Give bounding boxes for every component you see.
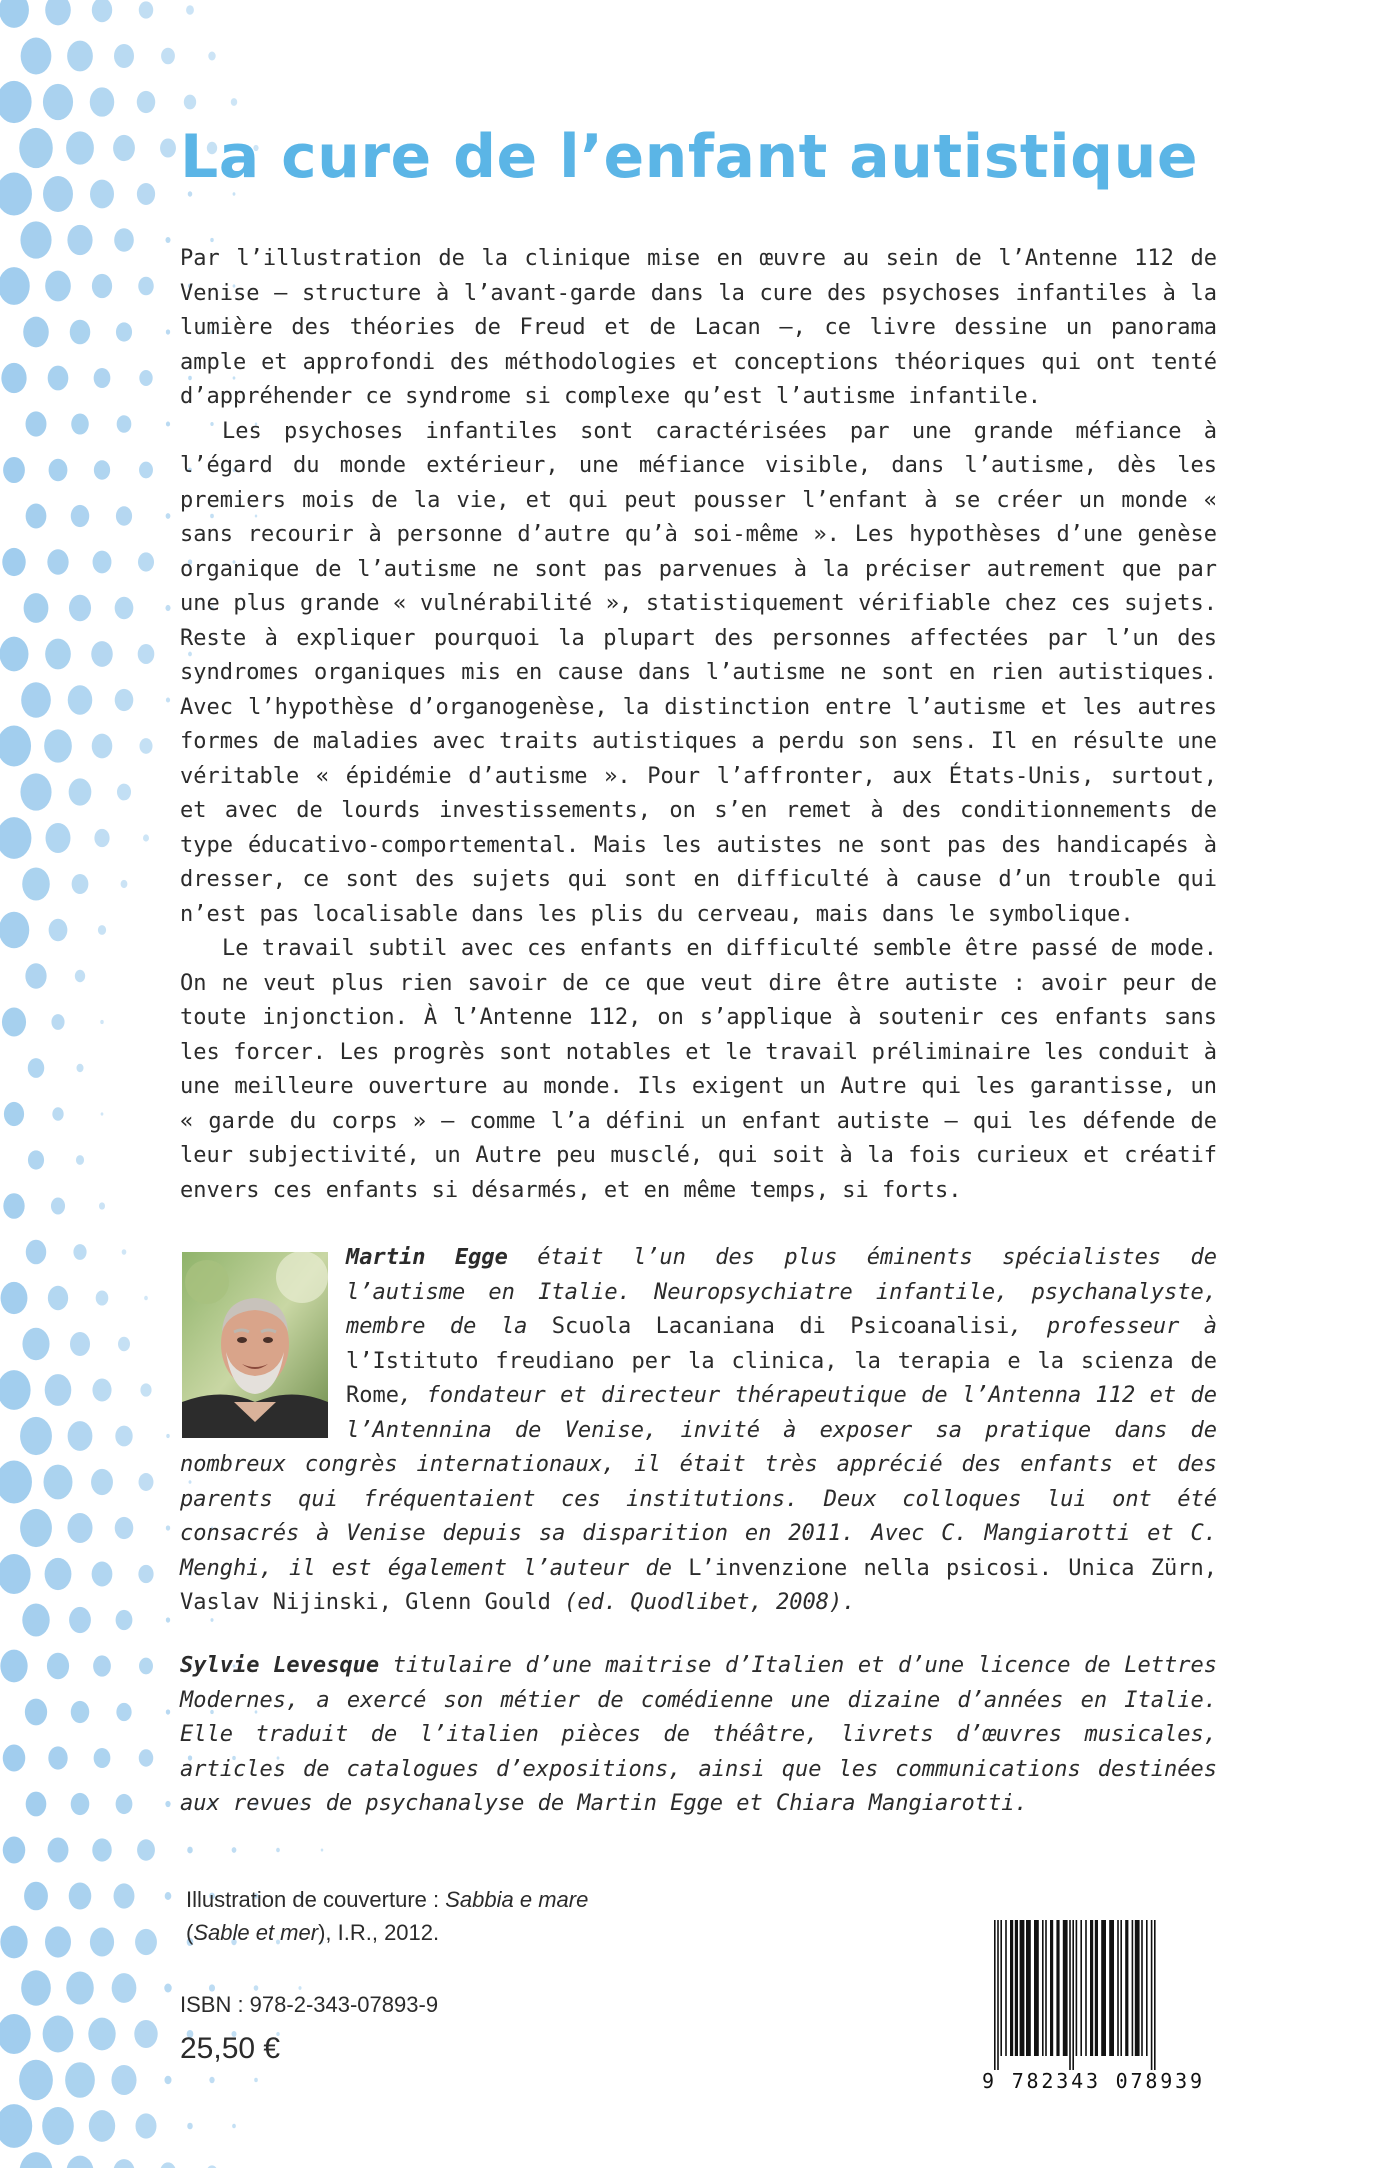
background-dot xyxy=(233,192,236,195)
barcode-bar xyxy=(1146,1920,1148,2056)
background-dot xyxy=(21,1970,51,2006)
background-dot xyxy=(66,2156,93,2168)
background-dot xyxy=(3,1744,26,1771)
author-bio-egge xyxy=(180,1241,1217,1621)
background-dot xyxy=(116,322,132,341)
isbn: ISBN : 978-2-343-07893-9 xyxy=(180,1992,439,2017)
barcode-bars xyxy=(978,1918,1208,2094)
background-dot xyxy=(166,697,170,702)
barcode-bar xyxy=(1063,1920,1068,2056)
background-dot xyxy=(116,1794,133,1814)
barcode-bar xyxy=(1072,1920,1074,2070)
background-dot xyxy=(92,274,112,298)
barcode-bar xyxy=(1026,1920,1031,2056)
background-dot xyxy=(114,44,134,68)
summary-paragraph-1: Par l’illustration de la clinique mise en œuvre au sein de l’Antenne 112 de Venise – structure à l’avant-garde dans la cure des psychoses infantiles à la lumière des théories de Freud et de Lacan –, ce livre dessine un panorama ample et approfondi des méthodologies et conceptions théoriques qui ont tenté d’appréhender ce syndrome si complexe qu’est l’autisme infantile. xyxy=(180,246,1217,409)
background-dot xyxy=(20,1417,52,1455)
background-dot xyxy=(115,597,134,619)
background-dot xyxy=(21,682,51,718)
background-dot xyxy=(88,2018,115,2051)
background-dot xyxy=(24,593,49,623)
background-dot xyxy=(69,595,91,621)
background-dot xyxy=(115,1426,132,1447)
background-dot xyxy=(48,1837,69,1862)
background-dot xyxy=(92,1562,113,1587)
background-dot xyxy=(43,84,73,120)
background-dot xyxy=(166,1434,169,1438)
background-dot xyxy=(99,1202,105,1209)
background-dot xyxy=(161,48,175,65)
background-dot xyxy=(69,1607,91,1633)
barcode-bar xyxy=(1120,1920,1122,2056)
background-dot xyxy=(25,963,46,989)
background-dot xyxy=(20,773,51,810)
background-dot xyxy=(1,1282,28,1314)
background-dot xyxy=(166,1617,170,1622)
background-dot xyxy=(45,1558,72,1590)
background-dot xyxy=(89,2110,115,2142)
background-dot xyxy=(52,1107,63,1121)
barcode-bar xyxy=(1154,1920,1156,2070)
author-name-egge: Martin Egge xyxy=(346,1245,508,1270)
background-dot xyxy=(44,729,72,762)
background-dot xyxy=(21,38,52,75)
background-dot xyxy=(26,1792,47,1817)
background-dot xyxy=(139,370,152,386)
background-dot xyxy=(0,1460,32,1503)
background-dot xyxy=(164,1984,171,1993)
background-dot xyxy=(116,1703,131,1721)
background-dot xyxy=(98,925,106,935)
bio-egge-text-1: était l’un des plus éminents spécialistes de l’autisme en Italie. Neuropsychiatre infantile, psychanalyste, membre de la xyxy=(346,1245,1217,1339)
background-dot xyxy=(19,2152,52,2168)
background-dot xyxy=(232,1847,237,1853)
barcode-bar xyxy=(1151,1920,1153,2070)
background-dot xyxy=(138,1565,153,1583)
barcode-bar xyxy=(1034,1920,1039,2056)
background-dot xyxy=(92,1838,111,1861)
background-dot xyxy=(3,1193,24,1219)
background-dot xyxy=(138,277,153,296)
background-dot xyxy=(139,1473,154,1491)
background-dot xyxy=(115,1517,134,1539)
barcode-bar xyxy=(1050,1920,1053,2056)
background-dot xyxy=(186,5,194,14)
background-dot xyxy=(0,1926,27,1959)
background-dot xyxy=(1,363,26,393)
background-dot xyxy=(25,1699,47,1726)
book-title: La cure de l’enfant autistique xyxy=(180,122,1199,192)
barcode-bar xyxy=(1135,1920,1140,2056)
background-dot xyxy=(298,1986,301,1990)
background-dot xyxy=(71,505,89,527)
barcode-bar xyxy=(1069,1920,1071,2070)
background-dot xyxy=(0,637,28,672)
background-dot xyxy=(3,457,25,483)
bio-egge-text-2: Scuola Lacaniana di Psicoanalisi xyxy=(551,1314,1010,1339)
background-dot xyxy=(92,1379,111,1402)
background-dot xyxy=(136,2113,157,2138)
background-dot xyxy=(46,823,71,853)
background-dot xyxy=(0,1650,27,1683)
background-dot xyxy=(3,1837,25,1864)
background-dot xyxy=(94,460,110,480)
background-dot xyxy=(188,191,193,196)
background-dot xyxy=(73,1244,86,1260)
barcode-bar xyxy=(1015,1920,1018,2056)
background-dot xyxy=(51,1014,64,1030)
background-dot xyxy=(45,0,71,25)
background-dot xyxy=(26,504,47,529)
background-dot xyxy=(143,834,149,841)
background-dot xyxy=(209,2077,214,2083)
translator-bio-levesque xyxy=(180,1649,1217,1822)
background-dot xyxy=(232,2124,236,2129)
background-dot xyxy=(254,1985,259,1991)
background-dot xyxy=(187,2123,193,2130)
background-dot xyxy=(65,2062,95,2098)
barcode-bar xyxy=(1005,1920,1007,2056)
background-dot xyxy=(70,320,90,345)
background-dot xyxy=(135,1929,157,1955)
background-dot xyxy=(45,639,71,670)
background-dot xyxy=(45,1926,71,1957)
barcode-digits: 9 782343 078939 xyxy=(982,2069,1202,2093)
background-dot xyxy=(71,1793,90,1815)
background-dot xyxy=(165,1892,172,1900)
background-dot xyxy=(66,131,94,164)
background-dot xyxy=(0,912,29,949)
background-dot xyxy=(66,1971,94,2004)
background-dot xyxy=(113,135,135,161)
background-dot xyxy=(0,81,32,123)
background-dot xyxy=(165,1801,170,1807)
background-dot xyxy=(137,91,155,113)
background-dot xyxy=(72,874,89,894)
background-dot xyxy=(0,1370,31,1410)
bio-egge-text-4: l’Istituto freudiano per la clinica, la terapia e la scienza de Rome xyxy=(346,1348,1217,1408)
background-dot xyxy=(47,549,68,575)
background-dot xyxy=(76,1064,83,1072)
background-dot xyxy=(67,225,92,255)
barcode-bar xyxy=(1141,1920,1143,2056)
background-dot xyxy=(94,1748,111,1768)
background-dot xyxy=(0,0,29,28)
background-dot xyxy=(69,778,92,805)
background-dot xyxy=(139,738,152,754)
background-dot xyxy=(70,1332,90,1356)
background-dot xyxy=(47,1653,69,1680)
credit-paren-open: ( xyxy=(186,1920,194,1945)
background-dot xyxy=(100,1020,103,1024)
barcode-bar xyxy=(1080,1920,1082,2056)
background-dot xyxy=(0,172,32,215)
background-dot xyxy=(20,221,51,258)
background-dot xyxy=(114,228,134,252)
background-dot xyxy=(28,1150,44,1169)
background-dot xyxy=(166,329,170,334)
background-dot xyxy=(48,1746,67,1769)
background-dot xyxy=(139,1749,154,1766)
barcode-bar xyxy=(1020,1920,1025,2056)
background-dot xyxy=(49,919,68,941)
background-dot xyxy=(0,2104,32,2148)
background-dot xyxy=(19,2060,53,2101)
barcode-bar xyxy=(994,1920,996,2070)
background-dot xyxy=(114,1883,135,1908)
background-dot xyxy=(134,2020,157,2048)
background-dot xyxy=(165,605,170,611)
background-dot xyxy=(138,552,154,571)
background-dot xyxy=(139,1658,153,1675)
barcode-bar xyxy=(1109,1920,1114,2056)
background-dot xyxy=(23,317,49,348)
barcode-bar xyxy=(1125,1920,1128,2056)
background-dot xyxy=(137,1839,155,1860)
background-dot xyxy=(116,1610,133,1630)
background-dot xyxy=(28,1058,44,1078)
background-dot xyxy=(276,1848,280,1852)
summary-paragraph-3: Le travail subtil avec ces enfants en difficulté semble être passé de mode. On ne veut plus rien savoir de ce que veut dire être autiste : avoir peur de toute injonction. À l’Antenne 112, on s’applique à soutenir ces enfants sans les forcer. Les progrès sont notables et le travail préliminaire les conduit à une meilleure ouverture au monde. Ils exigent un Autre qui les garantisse, un « garde du corps » – comme l’a défini un enfant autiste – qui les défende de leur subjectivité, un Autre peu musclé, qui soit à la fois curieux et créatif envers ces enfants si désarmés, et en même temps, si forts. xyxy=(180,936,1217,1203)
background-dot xyxy=(94,829,109,847)
background-dot xyxy=(122,1249,127,1255)
background-dot xyxy=(69,1882,92,1909)
background-dot xyxy=(48,366,69,391)
background-dot xyxy=(321,1848,324,1851)
background-dot xyxy=(90,87,114,116)
background-dot xyxy=(43,2016,74,2053)
background-dot xyxy=(144,1296,148,1301)
background-dot xyxy=(92,734,113,759)
background-dot xyxy=(138,644,155,664)
background-dot xyxy=(44,1465,73,1500)
background-dot xyxy=(75,970,85,982)
background-dot xyxy=(116,506,132,525)
barcode-bar xyxy=(1056,1920,1059,2056)
background-dot xyxy=(117,415,132,433)
barcode-bar xyxy=(997,1920,999,2070)
background-dot xyxy=(76,1155,84,1165)
background-dot xyxy=(0,817,31,859)
background-dot xyxy=(101,1112,104,1115)
credit-work-title: Sabbia e mare xyxy=(445,1887,589,1912)
barcode-bar xyxy=(1085,1920,1087,2056)
bio-egge-book-title: L’invenzione nella psicosi. Unica Zürn, Vaslav Nijinski, Glenn Gould xyxy=(180,1555,1218,1615)
background-dot xyxy=(0,2014,31,2054)
background-dot xyxy=(139,462,153,479)
barcode-bar xyxy=(1117,1920,1119,2056)
background-dot xyxy=(91,1469,113,1495)
background-dot xyxy=(208,52,215,61)
barcode-bar xyxy=(1095,1920,1098,2056)
background-dot xyxy=(42,2107,74,2145)
background-dot xyxy=(254,2078,258,2082)
background-dot xyxy=(140,1383,151,1396)
background-dot xyxy=(48,1286,68,1310)
background-dot xyxy=(139,1,153,18)
background-dot xyxy=(45,271,71,302)
background-dot xyxy=(166,421,170,426)
background-dot xyxy=(68,1421,93,1451)
background-dot xyxy=(20,1509,52,1547)
background-dot xyxy=(91,641,113,667)
background-dot xyxy=(0,1554,31,1594)
background-dot xyxy=(2,548,25,576)
background-dot xyxy=(166,1525,170,1530)
background-dot xyxy=(96,1290,109,1305)
background-dot xyxy=(209,1984,215,1991)
translator-name-levesque: Sylvie Levesque xyxy=(180,1653,380,1678)
background-dot xyxy=(231,98,237,106)
background-dot xyxy=(166,1709,170,1714)
summary-paragraph-2: Les psychoses infantiles sont caractérisées par une grande méfiance à l’égard du monde extérieur, une méfiance visible, dans l’autisme, dès les premiers mois de la vie, et qui peut pousser l’enfant à se créer un monde « sans recourir à personne d’autre qu’à soi-même ». Les hypothèses d’une genèse organique de l’autisme ne sont pas parvenues à la préciser autrement que par une plus grande « vulnérabilité », statistiquement vérifiable chez ces sujets. Reste à expliquer pourquoi la plupart des personnes affectées par l’un des syndromes organiques mis en cause dans l’autisme ne sont en rien autistiques. Avec l’hypothèse d’organogenèse, la distinction entre l’autisme et les autres formes de maladies avec traits autistiques a perdu son sens. Il en résulte une véritable « épidémie d’autisme ». Pour l’affronter, aux États-Unis, surtout, et avec de lourds investissements, on s’en remet à des conditionnements de type éducativo-comportemental. Mais les autistes ne sont pas des handicapés à dresser, ce sont des sujets qui sont en difficulté à cause d’un trouble qui n’est pas localisable dans les plis du cerveau, mais dans le symbolique. xyxy=(180,418,1217,927)
background-dot xyxy=(93,1655,111,1676)
bio-levesque-text: titulaire d’une maitrise d’Italien et d’une licence de Lettres Modernes, a exercé son métier de comédienne une dizaine d’années en Italie. Elle traduit de l’italien pièces de théâtre, livrets d’œuvres musicales, articles de catalogues d’expositions, ainsi que les communications destinées aux revues de psychanalyse de Martin Egge et Chiara Mangiarotti. xyxy=(180,1653,1217,1816)
barcode-bar xyxy=(1042,1920,1044,2056)
background-dot xyxy=(68,685,92,714)
background-dot xyxy=(94,368,111,388)
barcode-bar xyxy=(1101,1920,1106,2056)
background-dot xyxy=(26,1240,46,1265)
background-dot xyxy=(111,2065,136,2095)
background-dot xyxy=(137,183,155,205)
barcode-bar xyxy=(1000,1920,1002,2056)
background-dot xyxy=(90,180,114,209)
background-dot xyxy=(22,867,50,900)
background-dot xyxy=(51,1198,65,1215)
bio-egge-text-5: , fondateur et directeur thérapeutique de l’Antenna 112 et de l’Antennina de Venise, invité à exposer sa pratique dans de nombreux congrès internationaux, il était très apprécié des enfants et des parents qui fréquentaient ces institutions. Deux colloques lui ont été consacrés à Venise depuis sa disparition en 2011. Avec C. Mangiarotti et C. Menghi, il est également l’auteur de xyxy=(180,1383,1217,1581)
cover-illustration-credit xyxy=(186,1883,706,1949)
background-dot xyxy=(22,1328,49,1361)
background-dot xyxy=(187,1847,193,1854)
barcode-bar xyxy=(1090,1920,1093,2056)
background-dot xyxy=(164,2076,171,2084)
background-dot xyxy=(71,413,89,434)
background-dot xyxy=(26,411,47,436)
background-dot xyxy=(43,176,73,212)
background-dot xyxy=(160,138,176,157)
background-dot xyxy=(0,726,31,767)
background-dot xyxy=(121,880,128,888)
background-dot xyxy=(71,1701,89,1723)
background-dot xyxy=(117,784,131,801)
barcode-bar xyxy=(1076,1920,1078,2056)
background-dot xyxy=(92,0,112,22)
background-dot xyxy=(165,237,170,243)
background-dot xyxy=(115,689,134,711)
background-dot xyxy=(93,551,112,574)
background-dot xyxy=(160,2162,176,2168)
background-dot xyxy=(184,95,196,110)
barcode-bar xyxy=(1132,1920,1134,2056)
background-dot xyxy=(19,128,53,168)
background-dot xyxy=(49,459,68,482)
background-dot xyxy=(24,1882,48,1911)
price: 25,50 € xyxy=(180,2032,281,2065)
credit-details: ), I.R., 2012. xyxy=(318,1920,440,1945)
barcode-bar xyxy=(1045,1920,1047,2056)
background-dot xyxy=(0,267,30,305)
background-dot xyxy=(90,1927,114,1956)
barcode-bar xyxy=(1010,1920,1013,2056)
bio-egge-text-7: (ed. Quodlibet, 2008). xyxy=(550,1590,856,1615)
background-dot xyxy=(4,1102,24,1126)
bio-egge-text-3: , professeur à xyxy=(1009,1314,1218,1339)
background-dot xyxy=(67,41,93,72)
background-dot xyxy=(67,1513,92,1543)
background-dot xyxy=(45,1374,72,1406)
book-summary xyxy=(180,242,1217,1208)
credit-label: Illustration de couverture : xyxy=(186,1887,446,1912)
background-dot xyxy=(112,1973,137,2003)
background-dot xyxy=(2,1008,26,1037)
background-dot xyxy=(166,513,171,519)
background-dot xyxy=(118,1337,130,1351)
credit-work-title-fr: Sable et mer xyxy=(193,1920,319,1945)
background-dot xyxy=(113,2159,134,2168)
barcode xyxy=(978,1918,1208,2094)
background-dot xyxy=(22,1604,49,1637)
